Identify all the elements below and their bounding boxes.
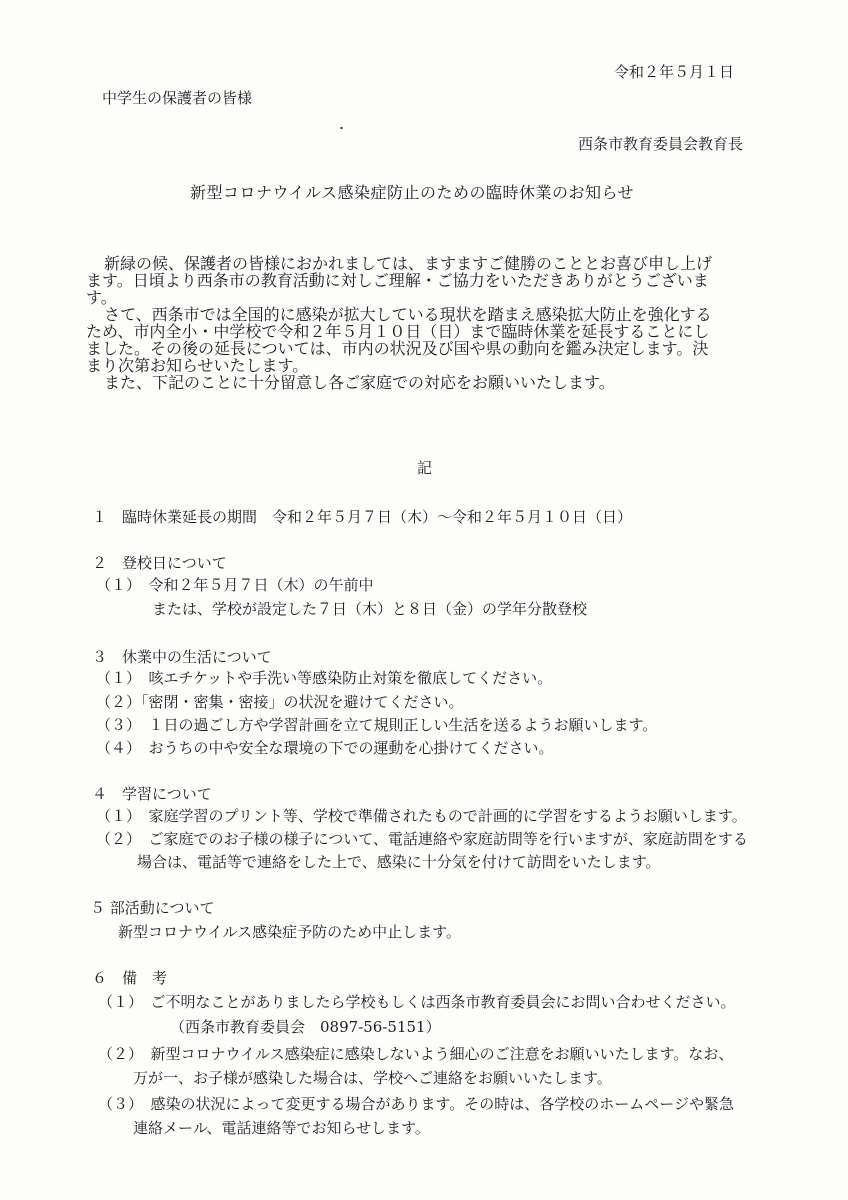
contact-line: （西条市教育委員会 0897-56-5151） xyxy=(170,1018,441,1036)
sender: 西条市教育委員会教育長 xyxy=(578,135,744,153)
section-3-item: （１） 咳エチケットや手洗い等感染防止対策を徹底してください。 xyxy=(96,669,553,687)
section-6-item: （１） ご不明なことがありましたら学校もしくは西条市教育委員会にお問い合わせください。 xyxy=(98,993,736,1011)
intro-line: ます。日頃より西条市の教育活動に対しご理解・ご協力をいただきありがとうございま xyxy=(86,271,709,290)
intro-line: ました。その後の延長については、市内の状況及び国や県の動向を鑑み決定します。決 xyxy=(86,339,709,358)
section-3-item: （２）「密閉・密集・密接」の状況を避けてください。 xyxy=(96,693,464,711)
section-6-item: （２） 新型コロナウイルス感染症に感染しないよう細心のご注意をお願いいたします。なお、 xyxy=(98,1045,734,1063)
section-6-item: 連絡メール、電話連絡等でお知らせします。 xyxy=(133,1119,430,1137)
intro-line: ため、市内全小・中学校で令和２年５月１０日（日）まで臨時休業を延長することにし xyxy=(86,322,710,341)
section-4-item: （１） 家庭学習のプリント等、学校で準備されたもので計画的に学習をするようお願いします。 xyxy=(96,807,747,825)
section-2-heading: ２ 登校日について xyxy=(92,554,227,572)
section-3-heading: ３ 休業中の生活について xyxy=(92,648,272,666)
intro-line: さて、西条市では全国的に感染が拡大している現状を踏まえ感染拡大防止を強化する xyxy=(104,305,712,324)
section-4-heading: ４ 学習について xyxy=(92,785,212,803)
section-2-item: または、学校が設定した７日（木）と８日（金）の学年分散登校 xyxy=(152,600,588,618)
section-2-item: （１） 令和２年５月７日（木）の午前中 xyxy=(96,576,374,594)
section-5-heading: ５ 部活動について xyxy=(90,899,215,917)
intro-line: また、下記のことに十分留意し各ご家庭での対応をお願いいたします。 xyxy=(104,373,615,392)
intro-line: 新緑の候、保護者の皆様におかれましては、ますますご健勝のこととお喜び申し上げ xyxy=(104,254,713,273)
section-5-item: 新型コロナウイルス感染症予防のため中止します。 xyxy=(118,923,461,941)
intro-line: まり次第お知らせいたします。 xyxy=(86,356,309,375)
section-3-item: （３） １日の過ごし方や学習計画を立て規則正しい生活を送るようお願いします。 xyxy=(96,716,658,734)
intro-line: す。 xyxy=(86,288,117,307)
section-1-line: １ 臨時休業延長の期間 令和２年５月７日（木）～令和２年５月１０日（日） xyxy=(92,508,633,526)
section-6-item: 万が一、お子様が感染した場合は、学校へご連絡をお願いいたします。 xyxy=(133,1069,612,1087)
section-3-item: （４） おうちの中や安全な環境の下での運動を心掛けてください。 xyxy=(96,739,554,757)
ki-heading: 記 xyxy=(417,459,433,477)
section-4-item: （２） ご家庭でのお子様の様子について、電話連絡や家庭訪問等を行いますが、家庭訪問をする xyxy=(96,830,748,848)
date: 令和２年５月１日 xyxy=(614,63,735,81)
section-6-heading: ６ 備 考 xyxy=(92,969,168,987)
recipient: 中学生の保護者の皆様 xyxy=(102,89,253,107)
section-4-item: 場合は、電話等で連絡をした上で、感染に十分気を付けて訪問をいたします。 xyxy=(137,853,661,871)
scan-speck xyxy=(340,127,343,129)
document-title: 新型コロナウイルス感染症防止のための臨時休業のお知らせ xyxy=(190,183,635,202)
section-6-item: （３） 感染の状況によって変更する場合があります。その時は、各学校のホームページや緊急 xyxy=(98,1095,735,1113)
